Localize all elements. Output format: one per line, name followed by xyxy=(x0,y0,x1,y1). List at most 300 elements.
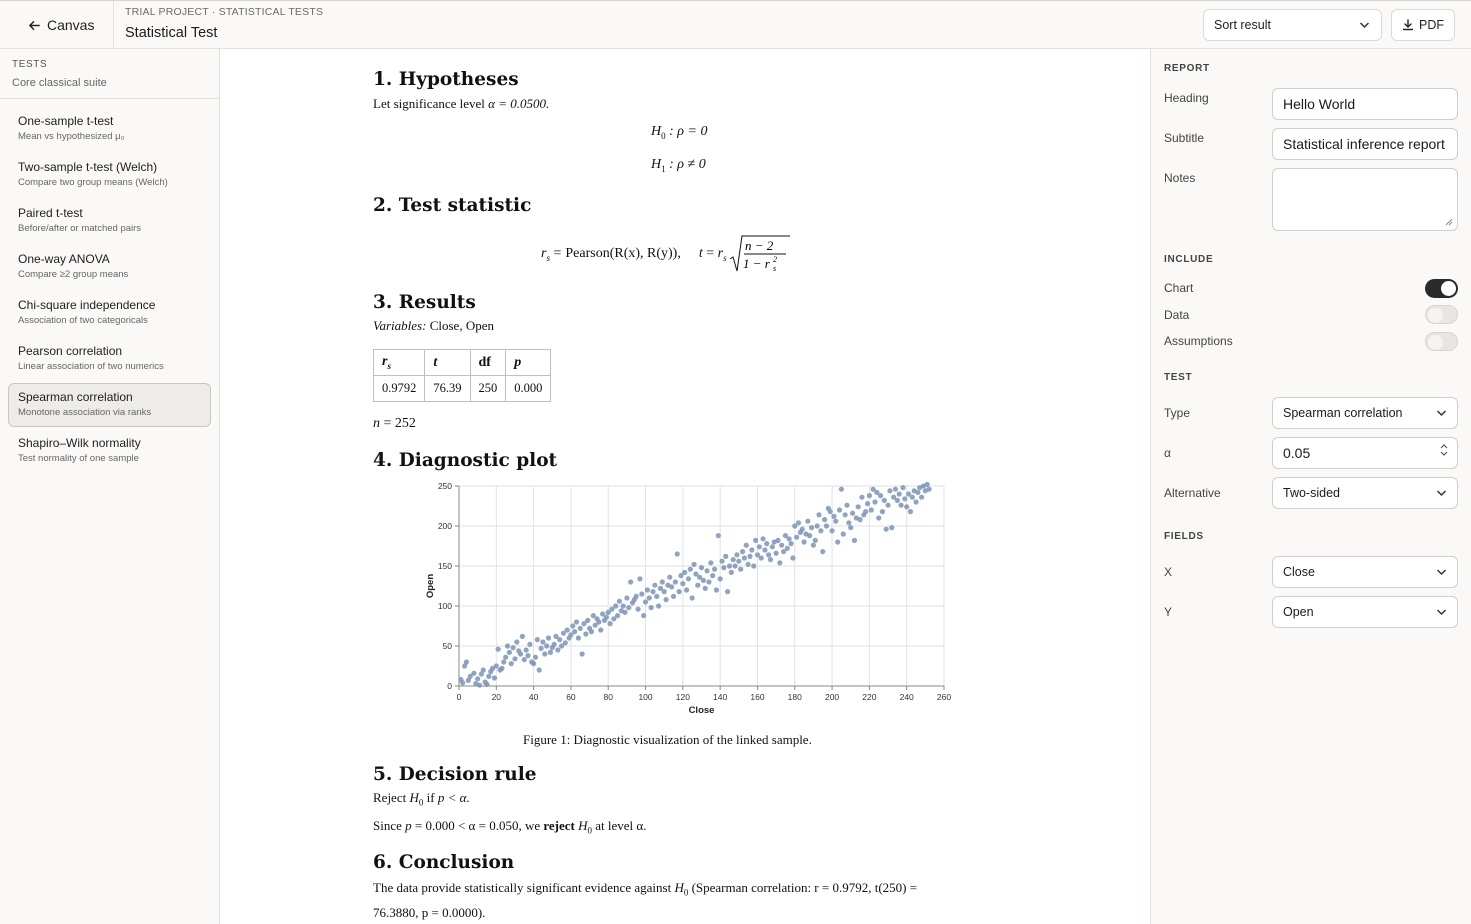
data-point xyxy=(662,589,667,594)
section-hypotheses-title: 1. Hypotheses xyxy=(373,69,519,90)
assumptions-toggle-label: Assumptions xyxy=(1164,334,1233,348)
report-section-title: REPORT xyxy=(1164,63,1210,74)
data-point xyxy=(925,482,930,487)
data-point xyxy=(926,487,931,492)
data-point xyxy=(613,603,618,608)
sidebar-item-one-sample-t-test[interactable] xyxy=(8,107,211,151)
data-point xyxy=(557,637,562,642)
data-point xyxy=(785,546,790,551)
data-point xyxy=(908,509,913,514)
data-point xyxy=(643,599,648,604)
data-point xyxy=(501,659,506,664)
data-point xyxy=(677,589,682,594)
data-point xyxy=(499,666,504,671)
data-point xyxy=(634,594,639,599)
chevron-down-icon xyxy=(1436,608,1447,616)
significance-prefix: Let significance level xyxy=(373,96,485,111)
settings-panel xyxy=(1150,49,1471,924)
table-row xyxy=(374,376,551,402)
data-point xyxy=(746,562,751,567)
data-point xyxy=(542,651,547,656)
x-field-label: X xyxy=(1164,565,1173,579)
data-point xyxy=(671,594,676,599)
sidebar-item-label: One-way ANOVA xyxy=(18,252,110,266)
data-point xyxy=(904,504,909,509)
data-point xyxy=(647,595,652,600)
conclusion-line2: 76.3880, p = 0.0000). xyxy=(373,904,486,920)
conclusion-text: The data provide statistically significant evidence against $H_0$ (Spearman correlation: r = 0.9792, t(250) = 76.3880, p = 0.0000). xyxy=(373,880,918,920)
scatter-plot-svg xyxy=(423,481,952,722)
data-point xyxy=(533,655,538,660)
data-point xyxy=(708,560,713,565)
null-hypothesis: $H_0$ : ρ = 0 xyxy=(651,124,708,141)
data-point xyxy=(718,576,723,581)
sidebar-subtitle: Core classical suite xyxy=(12,77,107,89)
sidebar-item-paired-t-test[interactable] xyxy=(8,199,211,243)
data-point xyxy=(759,555,764,560)
type-label: Type xyxy=(1164,406,1191,420)
table-header-cell: df xyxy=(470,350,506,376)
chevron-down-icon xyxy=(1436,489,1447,497)
data-point xyxy=(731,557,736,562)
data-point xyxy=(915,490,920,495)
test-list xyxy=(0,99,219,483)
data-point xyxy=(628,579,633,584)
sidebar-item-shapiro-wilk-normality[interactable] xyxy=(8,429,211,473)
chart-toggle-label: Chart xyxy=(1164,281,1194,295)
data-point xyxy=(514,639,519,644)
data-point xyxy=(809,525,814,530)
data-point xyxy=(841,531,846,536)
data-point xyxy=(865,501,870,506)
x-tick-label: 260 xyxy=(936,692,952,702)
data-point xyxy=(701,578,706,583)
tests-sidebar xyxy=(0,49,220,924)
data-point xyxy=(486,674,491,679)
results-table xyxy=(373,349,551,402)
conclusion-line1-tail: (Spearman correlation: r = 0.9792, t(250) = xyxy=(691,880,918,895)
report-canvas[interactable] xyxy=(220,49,1150,924)
data-point xyxy=(762,547,767,552)
y-axis-label: Open xyxy=(425,573,436,599)
y-field-value: Open xyxy=(1283,605,1314,619)
sqrt-fraction xyxy=(729,235,791,273)
toggle-knob xyxy=(1428,308,1443,323)
data-point xyxy=(788,541,793,546)
data-point xyxy=(494,663,499,668)
section-results-title: 3. Results xyxy=(373,292,476,313)
svg-text:n − 2: n − 2 xyxy=(744,238,773,253)
data-point xyxy=(673,579,678,584)
data-point xyxy=(505,643,510,648)
x-tick-label: 180 xyxy=(787,692,802,702)
notes-textarea[interactable] xyxy=(1272,168,1458,231)
data-point xyxy=(777,560,782,565)
heading-input[interactable]: Hello World xyxy=(1272,88,1458,120)
data-point xyxy=(607,621,612,626)
x-tick-label: 60 xyxy=(566,692,576,702)
x-tick-label: 80 xyxy=(603,692,613,702)
x-field-select[interactable] xyxy=(1272,556,1458,588)
decrement-icon[interactable] xyxy=(1440,451,1448,457)
data-point xyxy=(531,661,536,666)
data-point xyxy=(884,527,889,532)
y-tick-label: 250 xyxy=(437,481,452,491)
x-tick-label: 20 xyxy=(491,692,502,702)
data-point xyxy=(712,567,717,572)
section-test-statistic-title: 2. Test statistic xyxy=(373,195,532,216)
data-point xyxy=(510,645,515,650)
data-point xyxy=(512,656,517,661)
table-cell: 250 xyxy=(470,376,506,402)
sidebar-item-desc: Mean vs hypothesized μ₀ xyxy=(18,131,125,142)
data-point xyxy=(878,493,883,498)
y-field-label: Y xyxy=(1164,605,1173,619)
sidebar-item-desc: Test normality of one sample xyxy=(18,453,139,464)
table-cell: 0.9792 xyxy=(374,376,425,402)
data-point xyxy=(546,635,551,640)
data-point xyxy=(574,619,579,624)
data-point xyxy=(744,543,749,548)
data-point xyxy=(747,554,752,559)
data-point xyxy=(635,607,640,612)
pdf-label: PDF xyxy=(1419,18,1444,32)
data-point xyxy=(626,605,631,610)
data-point xyxy=(475,676,480,681)
data-point xyxy=(680,581,685,586)
data-point xyxy=(583,631,588,636)
data-point xyxy=(820,549,825,554)
sidebar-item-desc: Before/after or matched pairs xyxy=(18,223,142,234)
data-point xyxy=(768,557,773,562)
x-tick-label: 200 xyxy=(824,692,840,702)
chevron-down-icon xyxy=(1436,568,1447,576)
x-tick-label: 140 xyxy=(713,692,728,702)
heading-label: Heading xyxy=(1164,91,1209,105)
data-point xyxy=(686,576,691,581)
data-point xyxy=(852,538,857,543)
y-tick-label: 0 xyxy=(447,681,452,691)
data-point xyxy=(910,495,915,500)
x-tick-label: 120 xyxy=(675,692,690,702)
data-point xyxy=(774,551,779,556)
data-point xyxy=(704,568,709,573)
sidebar-item-label: Two-sample t-test (Welch) xyxy=(18,160,158,174)
sidebar-item-label: Shapiro–Wilk normality xyxy=(18,436,141,450)
data-point xyxy=(835,539,840,544)
data-point xyxy=(869,507,874,512)
x-tick-label: 240 xyxy=(899,692,914,702)
data-point xyxy=(764,541,769,546)
data-point xyxy=(703,586,708,591)
toggle-knob xyxy=(1428,335,1443,350)
data-point xyxy=(887,488,892,493)
alternative-hypothesis: $H_1$ : ρ ≠ 0 xyxy=(651,157,706,174)
data-point xyxy=(839,487,844,492)
data-point xyxy=(913,499,918,504)
subtitle-input[interactable]: Statistical inference report xyxy=(1272,128,1458,160)
table-cell: 76.39 xyxy=(425,376,470,402)
data-point xyxy=(604,615,609,620)
fields-section-title: FIELDS xyxy=(1164,531,1204,542)
data-point xyxy=(885,503,890,508)
data-point xyxy=(589,629,594,634)
sample-size-value: 252 xyxy=(394,416,416,431)
data-point xyxy=(716,533,721,538)
page-title: Statistical Test xyxy=(125,25,218,41)
data-point xyxy=(902,496,907,501)
data-point xyxy=(753,538,758,543)
data-point xyxy=(766,552,771,557)
data-point xyxy=(740,549,745,554)
data-point xyxy=(732,563,737,568)
data-point xyxy=(742,555,747,560)
svg-text:1 − r: 1 − r xyxy=(742,256,770,271)
x-tick-label: 40 xyxy=(528,692,539,702)
sidebar-item-label: One-sample t-test xyxy=(18,114,114,128)
data-point xyxy=(893,487,898,492)
data-point xyxy=(544,643,549,648)
x-tick-label: 160 xyxy=(750,692,765,702)
data-point xyxy=(824,523,829,528)
data-point xyxy=(818,528,823,533)
data-point xyxy=(805,519,810,524)
conclusion-prefix: The data provide statistically significant evidence against xyxy=(373,880,672,895)
data-point xyxy=(596,619,601,624)
alternative-select[interactable] xyxy=(1272,477,1458,509)
data-toggle[interactable] xyxy=(1425,305,1458,324)
data-point xyxy=(699,565,704,570)
sidebar-item-label: Paired t-test xyxy=(18,206,83,220)
data-point xyxy=(710,573,715,578)
decision-rule-text: Reject $H_0$ if p < α. xyxy=(373,790,470,808)
data-point xyxy=(663,597,668,602)
header-divider xyxy=(113,1,114,49)
download-icon xyxy=(1402,19,1414,31)
data-point xyxy=(654,594,659,599)
data-point xyxy=(727,563,732,568)
data-point xyxy=(585,618,590,623)
data-point xyxy=(580,651,585,656)
sidebar-item-desc: Monotone association via ranks xyxy=(18,407,152,418)
data-point xyxy=(729,570,734,575)
data-point xyxy=(882,498,887,503)
variables-line xyxy=(373,318,494,334)
x-field-value: Close xyxy=(1283,565,1315,579)
data-point xyxy=(895,498,900,503)
data-point xyxy=(719,559,724,564)
y-tick-label: 200 xyxy=(437,521,452,531)
data-point xyxy=(548,650,553,655)
data-point xyxy=(660,579,665,584)
alternative-label: Alternative xyxy=(1164,486,1221,500)
data-point xyxy=(837,507,842,512)
data-point xyxy=(525,653,530,658)
variables-value: Close, Open xyxy=(429,318,494,333)
decision-result-tail: at level α. xyxy=(595,818,647,833)
sidebar-item-pearson-correlation[interactable] xyxy=(8,337,211,381)
data-point xyxy=(833,519,838,524)
data-point xyxy=(503,655,508,660)
data-point xyxy=(760,536,765,541)
chevron-down-icon xyxy=(1436,409,1447,417)
data-point xyxy=(535,637,540,642)
test-type-select[interactable] xyxy=(1272,397,1458,429)
data-point xyxy=(649,605,654,610)
data-point xyxy=(615,613,620,618)
top-bar xyxy=(0,0,1471,49)
svg-text:s: s xyxy=(772,264,776,273)
data-point xyxy=(464,659,469,664)
back-label: Canvas xyxy=(47,17,95,33)
sidebar-item-one-way-anova[interactable] xyxy=(8,245,211,289)
data-point xyxy=(757,544,762,549)
table-header-cell: $r_s$ xyxy=(374,350,425,376)
data-point xyxy=(527,642,532,647)
data-point xyxy=(492,675,497,680)
arrow-left-icon xyxy=(28,19,41,32)
sidebar-item-desc: Linear association of two numerics xyxy=(18,361,164,372)
data-point xyxy=(690,595,695,600)
pdf-download-button[interactable] xyxy=(1391,9,1455,41)
breadcrumb: TRIAL PROJECT · STATISTICAL TESTS xyxy=(125,6,324,18)
data-point xyxy=(857,517,862,522)
data-point xyxy=(621,603,626,608)
data-point xyxy=(507,650,512,655)
sort-result-select[interactable] xyxy=(1203,9,1382,41)
data-point xyxy=(800,527,805,532)
sidebar-item-desc: Association of two categoricals xyxy=(18,315,148,326)
alpha-expression: α = 0.0500. xyxy=(488,96,550,111)
data-point xyxy=(645,587,650,592)
data-point xyxy=(555,647,560,652)
data-point xyxy=(637,576,642,581)
data-point xyxy=(900,485,905,490)
data-point xyxy=(641,613,646,618)
data-point xyxy=(576,635,581,640)
y-tick-label: 150 xyxy=(437,561,452,571)
alternative-hypothesis-relation: : ρ ≠ 0 xyxy=(669,157,706,172)
data-point xyxy=(779,543,784,548)
data-point xyxy=(639,591,644,596)
data-point xyxy=(725,589,730,594)
data-point xyxy=(815,523,820,528)
data-point xyxy=(734,552,739,557)
sidebar-item-desc: Compare two group means (Welch) xyxy=(18,177,168,188)
reject-word: reject xyxy=(543,818,575,833)
subtitle-label: Subtitle xyxy=(1164,131,1205,145)
data-point xyxy=(622,610,627,615)
data-point xyxy=(876,515,881,520)
toggle-knob xyxy=(1441,281,1456,296)
sidebar-title: TESTS xyxy=(12,59,48,70)
data-point xyxy=(828,509,833,514)
section-conclusion-title: 6. Conclusion xyxy=(373,852,515,873)
sidebar-item-chi-square-independence[interactable] xyxy=(8,291,211,335)
data-point xyxy=(578,626,583,631)
data-point xyxy=(775,538,780,543)
x-tick-label: 220 xyxy=(862,692,877,702)
data-point xyxy=(688,567,693,572)
alpha-input[interactable] xyxy=(1272,437,1458,469)
data-point xyxy=(867,493,872,498)
chart-toggle[interactable] xyxy=(1425,279,1458,298)
data-point xyxy=(484,682,489,687)
test-statistic-formula: $r_s$ = Pearson(R(x), R(y)), $t = r_s$ n − 2 1 − r 2 s xyxy=(541,235,791,273)
data-point xyxy=(572,629,577,634)
data-point xyxy=(919,495,924,500)
data-point xyxy=(844,503,849,508)
data-point xyxy=(749,547,754,552)
decision-result-expression: = 0.000 < α = 0.050, we xyxy=(414,818,541,833)
data-point xyxy=(656,603,661,608)
table-header-row xyxy=(374,350,551,376)
section-decision-rule-title: 5. Decision rule xyxy=(373,764,537,785)
table-cell: 0.000 xyxy=(506,376,551,402)
data-point xyxy=(787,536,792,541)
data-point xyxy=(822,517,827,522)
data-point xyxy=(675,551,680,556)
alpha-label: α xyxy=(1164,446,1171,460)
data-point xyxy=(652,583,657,588)
y-tick-label: 50 xyxy=(442,641,452,651)
sidebar-item-desc: Compare ≥2 group means xyxy=(18,269,129,280)
sort-result-label: Sort result xyxy=(1214,18,1271,32)
sidebar-item-label: Pearson correlation xyxy=(18,344,123,358)
y-tick-label: 100 xyxy=(437,601,452,611)
decision-result-text: Since p = 0.000 < α = 0.050, we reject $H_0$ at level α. xyxy=(373,818,647,836)
alpha-stepper[interactable] xyxy=(1440,443,1448,457)
data-point xyxy=(796,520,801,525)
data-point xyxy=(518,651,523,656)
data-point xyxy=(811,543,816,548)
data-point xyxy=(563,640,568,645)
data-point xyxy=(897,491,902,496)
data-point xyxy=(807,533,812,538)
data-point xyxy=(691,562,696,567)
alpha-value: 0.05 xyxy=(1283,445,1311,461)
variables-label: Variables: xyxy=(373,318,427,333)
data-point xyxy=(829,528,834,533)
diagnostic-scatter-chart xyxy=(423,481,952,722)
data-point xyxy=(624,595,629,600)
increment-icon[interactable] xyxy=(1440,443,1448,449)
svg-text:2: 2 xyxy=(772,255,777,264)
data-point xyxy=(751,563,756,568)
sample-size: n = 252 xyxy=(373,416,416,431)
resize-handle-icon[interactable] xyxy=(1444,217,1453,226)
data-point xyxy=(714,587,719,592)
data-point xyxy=(669,584,674,589)
data-point xyxy=(843,512,848,517)
data-point xyxy=(552,642,557,647)
assumptions-toggle[interactable] xyxy=(1425,332,1458,351)
back-to-canvas-button[interactable] xyxy=(28,17,94,33)
data-point xyxy=(667,575,672,580)
chevron-down-icon xyxy=(1359,21,1370,29)
sidebar-item-spearman-correlation[interactable] xyxy=(8,383,211,427)
sidebar-item-two-sample-t-test[interactable] xyxy=(8,153,211,197)
data-point xyxy=(684,587,689,592)
notes-label: Notes xyxy=(1164,171,1196,185)
data-point xyxy=(848,525,853,530)
data-point xyxy=(898,503,903,508)
data-point xyxy=(846,520,851,525)
data-point xyxy=(790,555,795,560)
y-field-select[interactable] xyxy=(1272,596,1458,628)
statistic-pearson-term: Pearson(R(x), R(y)), xyxy=(565,246,681,261)
data-point xyxy=(537,667,542,672)
